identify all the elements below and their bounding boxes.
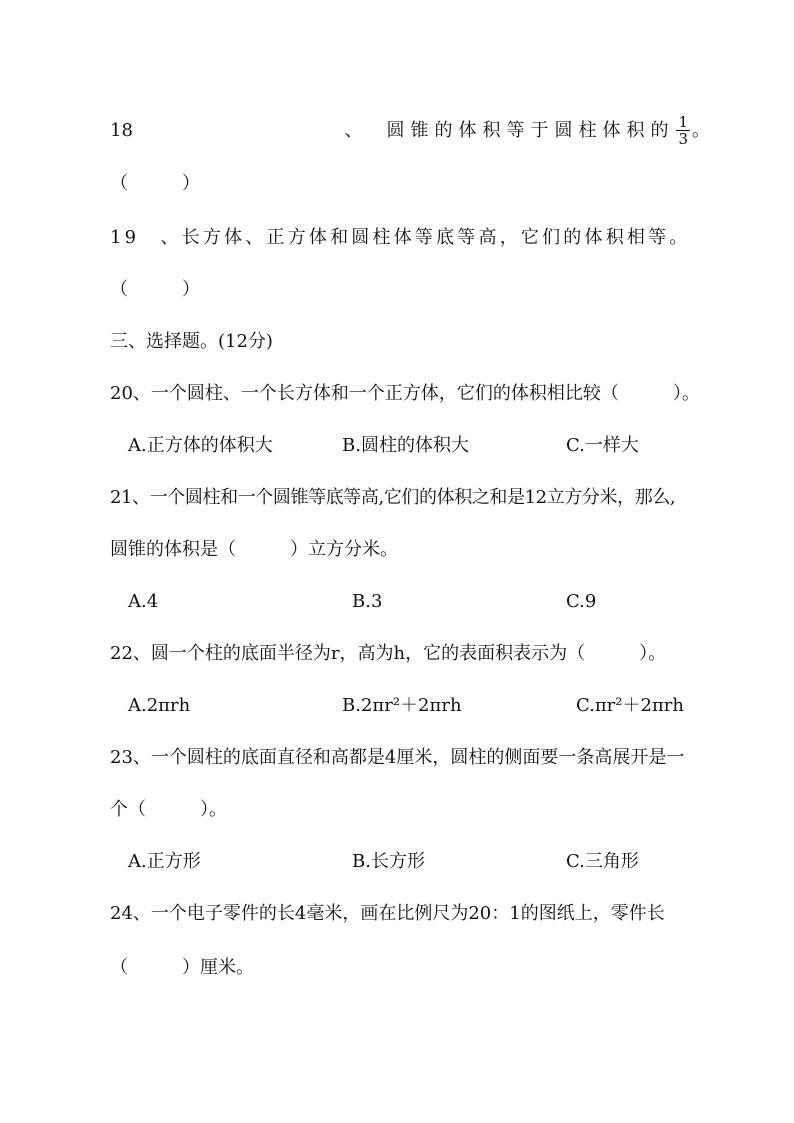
question-20-options: [128, 434, 728, 458]
question-18-answer-blank[interactable]: （ ）: [110, 173, 200, 194]
question-21-option-a[interactable]: A.4: [128, 591, 159, 612]
question-22-options: [128, 694, 728, 718]
question-18-text: 圆锥的体积等于圆柱体积的: [386, 119, 675, 141]
question-23-option-b[interactable]: B.长方形: [352, 851, 425, 872]
question-24-line1: 24、一个电子零件的长4毫米，画在比例尺为20：1的图纸上，零件长: [110, 903, 665, 924]
question-19-text: 19 、长方体、正方体和圆柱体等底等高，它们的体积相等。: [110, 227, 691, 248]
question-20-option-b[interactable]: B.圆柱的体积大: [342, 435, 469, 456]
question-23-option-c[interactable]: C.三角形: [566, 851, 639, 872]
question-19-answer-blank[interactable]: （ ）: [110, 279, 200, 300]
question-22-option-b[interactable]: B.2πr²＋2πrh: [342, 695, 462, 716]
question-18-number: 18: [110, 119, 133, 141]
fraction-numerator: 1: [678, 113, 688, 131]
question-20-option-c[interactable]: C.一样大: [566, 435, 639, 456]
question-22-option-a[interactable]: A.2πrh: [128, 695, 191, 716]
question-23-option-a[interactable]: A.正方形: [128, 851, 201, 872]
question-21-line2: 圆锥的体积是（ ）立方分米。: [110, 539, 398, 560]
question-21-option-b[interactable]: B.3: [352, 591, 383, 612]
question-21-option-c[interactable]: C.9: [566, 591, 597, 612]
question-18: [110, 114, 710, 147]
question-23-options: [128, 850, 728, 874]
question-18-end: 。: [692, 119, 710, 141]
question-23-line2: 个（ ）。: [110, 799, 227, 820]
fraction-denominator: 3: [678, 130, 688, 148]
question-18-body: [344, 114, 710, 147]
question-18-sep: 、: [344, 119, 363, 141]
section-title: 三、选择题。(12分): [110, 331, 273, 352]
question-24-line2: （ ）厘米。: [110, 957, 254, 978]
question-20-text: 20、一个圆柱、一个长方体和一个正方体，它们的体积相比较（ ）。: [110, 383, 700, 404]
question-22-option-c[interactable]: C.πr²＋2πrh: [576, 695, 684, 716]
question-21-line1: 21、一个圆柱和一个圆锥等底等高,它们的体积之和是12立方分米，那么,: [110, 487, 676, 508]
question-22-text: 22、圆一个柱的底面半径为r，高为h，它的表面积表示为（ ）。: [110, 643, 667, 664]
fraction-one-third: [676, 114, 690, 147]
question-21-options: [128, 590, 728, 614]
question-20-option-a[interactable]: A.正方体的体积大: [128, 435, 273, 456]
question-23-line1: 23、一个圆柱的底面直径和高都是4厘米，圆柱的侧面要一条高展开是一: [110, 747, 685, 768]
